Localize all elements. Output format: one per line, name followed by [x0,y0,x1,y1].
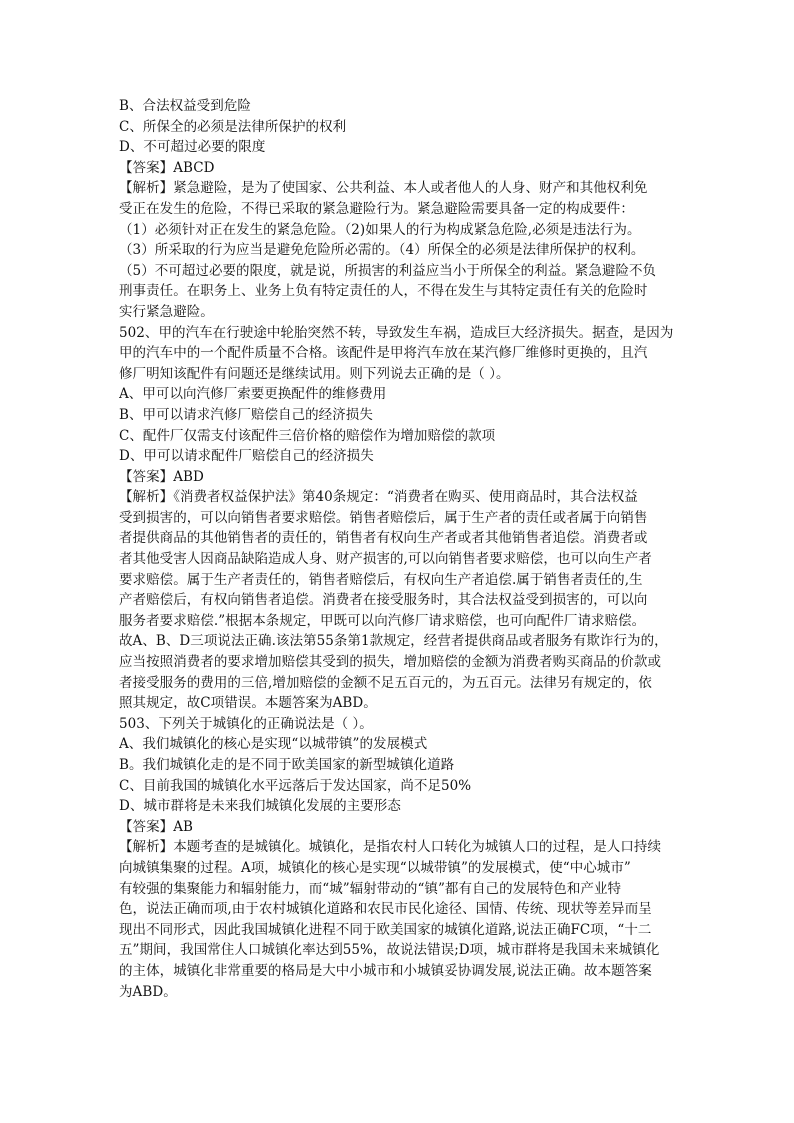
analysis-line: （5）不可超过必要的限度，就是说，所损害的利益应当小于所保全的利益。紧急避险不负 [119,262,657,279]
option-d: D、甲可以请求配件厂赔偿自己的经济损失 [119,448,374,465]
analysis-line: 要求赔偿。属于生产者责任的，销售者赔偿后，有权向生产者追偿.属于销售者责任的,生 [119,571,643,588]
analysis-line: 【解析】紧急避险，是为了使国家、公共利益、本人或者他人的人身、财产和其他权利免 [119,180,648,197]
option-a: A、甲可以向汽修厂索要更换配件的维修费用 [119,386,387,403]
analysis-line: （1）必须针对正在发生的紧急危险。（2)如果人的行为构成紧急危险,必须是违法行为。 [119,221,641,238]
analysis-line: 【解析】《消费者权益保护法》第40条规定：“消费者在购买、使用商品时，其合法权益 [119,489,638,506]
option-b: B、合法权益受到危险 [119,98,251,114]
answer-line: 【答案】ABCD [119,159,215,176]
analysis-line: 色，说法正确而项,由于农村城镇化道路和农民市民化途径、国情、传统、现状等差异而呈 [119,901,652,918]
analysis-line: 为ABD。 [119,983,177,1000]
analysis-line: 者其他受害人因商品缺陷造成人身、财产损害的,可以向销售者要求赔偿，也可以向生产者 [119,551,652,568]
option-b: B。我们城镇化走的是不同于欧美国家的新型城镇化道路 [119,757,455,773]
question-502: 502、甲的汽车在行驶途中轮胎突然不转，导致发生车祸，造成巨大经济损失。据查，是因为 [119,324,674,341]
option-b: B、甲可以请求汽修厂赔偿自己的经济损失 [119,406,373,423]
analysis-line: 者接受服务的费用的三倍,增加赔偿的金额不足五百元的，为五百元。法律另有规定的，依 [119,674,652,691]
option-d: D、城市群将是未来我们城镇化发展的主要形态 [119,798,401,815]
analysis-line: 故A、B、D三项说法正确.该法第55条第1款规定，经营者提供商品或者服务有欺诈行为的， [119,633,668,650]
answer-line: 【答案】AB [119,818,193,835]
analysis-line: 五”期间，我国常住人口城镇化率达到55%，故说法错误;D项，城市群将是我国未来城镇化 [119,942,660,959]
analysis-line: 受到损害的，可以向销售者要求赔偿。销售者赔偿后，属于生产者的责任或者属于向销售 [119,509,648,526]
analysis-line: 应当按照消费者的要求增加赔偿其受到的损失，增加赔偿的金额为消费者购买商品的价款或 [119,654,661,671]
analysis-line: 实行紧急避险。 [119,303,214,320]
question-502: 甲的汽车中的一个配件质量不合格。该配件是甲将汽车放在某汽修厂维修时更换的，且汽 [119,345,648,362]
analysis-line: 受正在发生的危险，不得已采取的紧急避险行为。紧急避险需要具备一定的构成要件： [119,200,634,217]
question-502: 修厂明知该配件有问题还是继续试用。则下列说去正确的是（ ）。 [119,365,510,382]
option-c: C、配件厂仅需支付该配件三倍价格的赔偿作为增加赔偿的款项 [119,427,496,444]
analysis-line: （3）所采取的行为应当是避免危险所必需的。（4）所保全的必须是法律所保护的权利。 [119,242,645,259]
analysis-line: 服务者要求赔偿.”根据本条规定，甲既可以向汽修厂请求赔偿，也可向配件厂请求赔偿。 [119,612,646,629]
analysis-line: 产者赔偿后，有权向销售者追偿。消费者在接受服务时，其合法权益受到损害的，可以向 [119,592,648,609]
answer-line: 【答案】ABD [119,468,204,485]
analysis-line: 向城镇集聚的过程。A项，城镇化的核心是实现“以城带镇”的发展模式，使“中心城市” [119,859,631,876]
option-c: C、所保全的必须是法律所保护的权利 [119,118,347,135]
analysis-line: 现出不同形式，因此我国城镇化进程不同于欧美国家的城镇化道路,说法正确FC项，“十二 [119,921,652,938]
option-d: D、不可超过必要的限度 [119,139,266,156]
analysis-line: 刑事责任。在职务上、业务上负有特定责任的人，不得在发生与其特定责任有关的危险时 [119,283,648,300]
analysis-line: 的主体，城镇化非常重要的格局是大中小城市和小城镇妥协调发展,说法正确。故本题答案 [119,962,652,979]
document-page [119,96,677,1002]
analysis-line: 【解析】本题考查的是城镇化。城镇化，是指农村人口转化为城镇人口的过程，是人口持续 [119,839,661,856]
option-c: C、目前我国的城镇化水平远落后于发达国家，尚不足50% [119,777,472,794]
question-503: 503、下列关于城镇化的正确说法是（ ）。 [119,715,373,732]
option-a: A、我们城镇化的核心是实现“以城带镇”的发展模式 [119,736,428,753]
analysis-line: 有较强的集聚能力和辐射能力，而“城”辐射带动的“镇”都有自己的发展特色和产业特 [119,880,622,897]
analysis-line: 者提供商品的其他销售者的责任的，销售者有权向生产者或者其他销售者追偿。消费者或 [119,530,648,547]
analysis-line: 照其规定，故C项错误。本题答案为ABD。 [119,695,377,712]
